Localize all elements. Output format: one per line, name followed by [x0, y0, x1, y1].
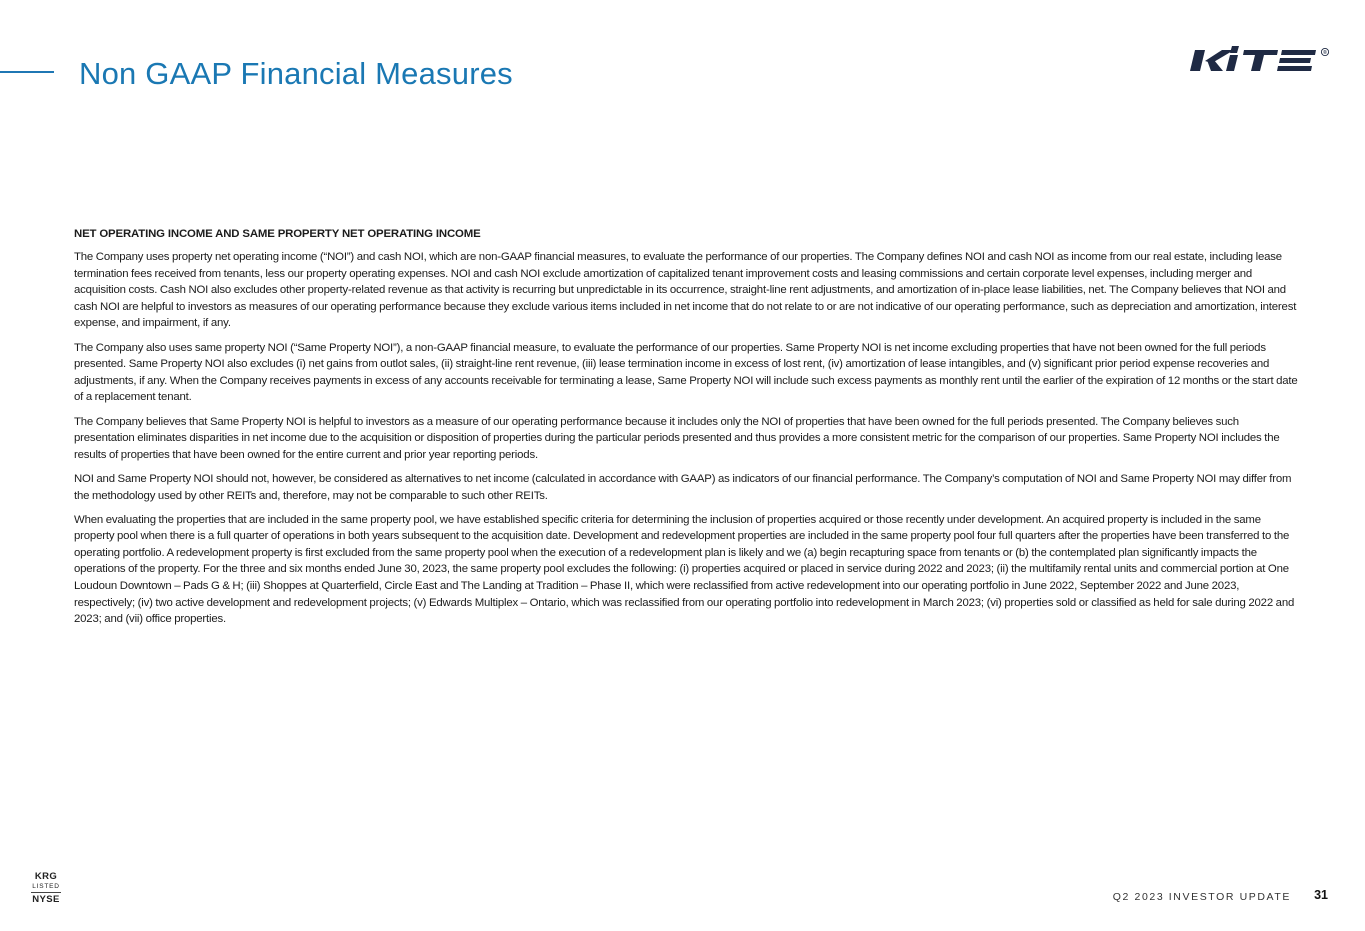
section-heading: NET OPERATING INCOME AND SAME PROPERTY NET OPERATING INCOME: [74, 228, 481, 240]
badge-listed: LISTED: [31, 883, 61, 893]
paragraph-same-property-benefit: The Company believes that Same Property NOI is helpful to investors as a measure of our operating performance because it includes only the NOI of properties that have been owned for the full periods presented. The Company believes such presentation eliminates disparities in net income due to the acquisition or disposition of properties during the particular periods presented and thus provides a more consistent metric for the comparison of our properties. Same Property NOI includes the results of properties that have been owned for the entire current and prior year reporting periods.: [74, 415, 1280, 461]
noi-section: [74, 226, 1299, 635]
registered-mark: ®: [1323, 50, 1327, 56]
title-accent-rule: [0, 71, 54, 73]
paragraph-noi-definition: The Company uses property net operating income (“NOI”) and cash NOI, which are non-GAAP financial measures, to evaluate the performance of our properties. The Company defines NOI and cash NOI as income from our real estate, including lease termination fees received from tenants, less our property operating expenses. NOI and cash NOI exclude amortization of capitalized tenant improvement costs and leasing commissions and certain corporate level expenses, including merger and acquisition costs. Cash NOI also excludes other property-related revenue as that activity is recurring but unpredictable in its occurrence, straight-line rent adjustments, and amortization of in-place lease liabilities, net. The Company believes that NOI and cash NOI are helpful to investors as measures of our operating performance because they exclude various items included in net income that do not relate to or are not indicative of our operating performance, such as depreciation and amortization, interest expense, and impairment, if any.: [74, 251, 1297, 330]
page-number: 31: [1314, 888, 1328, 902]
paragraph-same-property-pool: When evaluating the properties that are included in the same property pool, we have established specific criteria for determining the inclusion of properties acquired or those recently under development. An acquired property is included in the same property pool when there is a full quarter of operations in both years subsequent to the acquisition date. Development and redevelopment properties are included in the same property pool four full quarters after the properties have been transferred to the operating portfolio. A redevelopment property is first excluded from the same property pool when the execution of a redevelopment plan is likely and we (a) begin recapturing space from tenants or (b) the contemplated plan significantly impacts the operations of the property. For the three and six months ended June 30, 2023, the same property pool excludes the following: (i) properties acquired or placed in service during 2022 and 2023; (ii) the multifamily rental units and commercial portion at One Loudoun Downtown – Pads G & H; (iii) Shoppes at Quarterfield, Circle East and The Landing at Tradition – Phase II, which were reclassified from active redevelopment into our operating portfolio in June 2022, September 2022 and June 2023, respectively; (iv) two active development and redevelopment projects; (v) Edwards Multiplex – Ontario, which was reclassified from our operating portfolio into redevelopment in March 2023; (vi) properties sold or classified as held for sale during 2022 and 2023; and (vii) office properties.: [74, 513, 1295, 626]
badge-exchange: NYSE: [32, 894, 60, 905]
paragraph-same-property-noi: The Company also uses same property NOI (“Same Property NOI”), a non-GAAP financial measure, to evaluate the performance of our properties. Same Property NOI is net income excluding properties that have not been owned for the full periods presented. Same Property NOI also excludes (i) net gains from outlot sales, (ii) straight-line rent revenue, (iii) lease termination income in excess of lost rent, (iv) amortization of lease intangibles, and (v) significant prior period expense recoveries and adjustments, if any. When the Company receives payments in excess of any accounts receivable for terminating a lease, Same Property NOI will include such excess payments as monthly rent until the earlier of the expiration of 12 months or the start date of a replacement tenant.: [74, 341, 1298, 404]
kite-logo-graphic: [1186, 44, 1332, 76]
footer-label: Q2 2023 INVESTOR UPDATE: [1112, 891, 1291, 903]
paragraph-gaap-caveat: NOI and Same Property NOI should not, however, be considered as alternatives to net income (calculated in accordance with GAAP) as indicators of our financial performance. The Company’s computation of NOI and Same Property NOI may differ from the methodology used by other REITs and, therefore, may not be comparable to such other REITs.: [74, 472, 1292, 502]
kite-logo: [1186, 44, 1332, 76]
page-title: Non GAAP Financial Measures: [79, 56, 513, 91]
nyse-listed-badge: [31, 871, 61, 905]
badge-ticker: KRG: [34, 871, 58, 882]
